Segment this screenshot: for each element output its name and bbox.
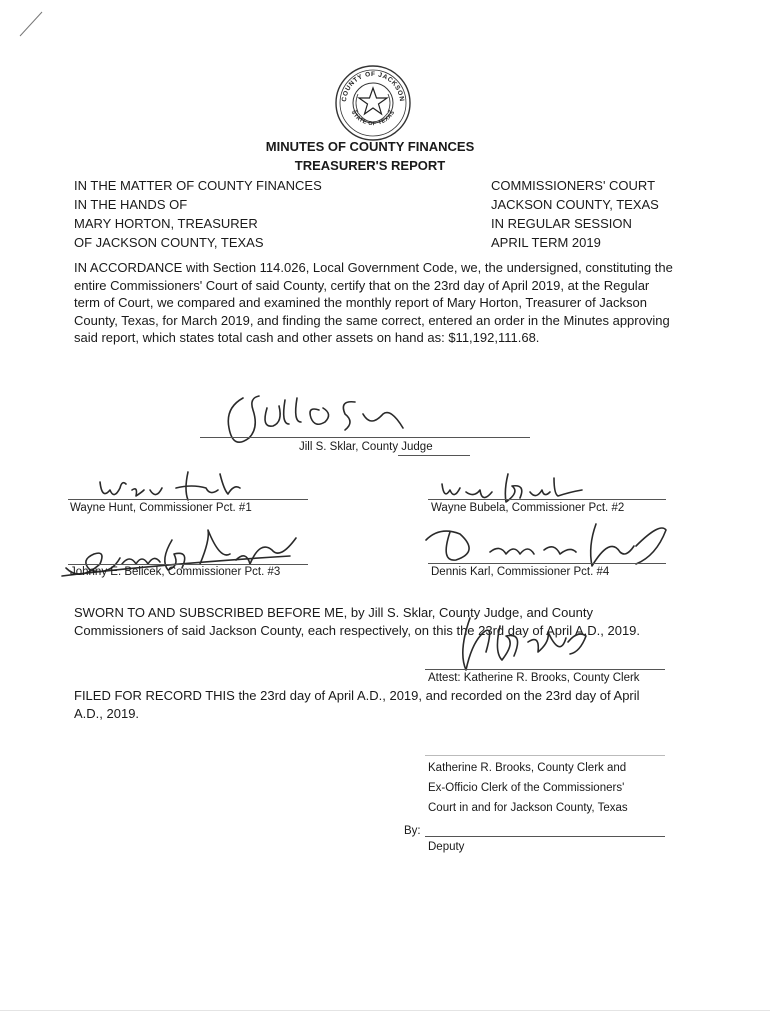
county-seal-icon xyxy=(334,64,412,142)
right-header-line: IN REGULAR SESSION xyxy=(491,216,632,231)
svg-text:STATE OF TEXAS xyxy=(350,110,397,128)
left-header xyxy=(74,176,322,252)
pct2-signature-line xyxy=(428,499,666,500)
pct1-signature-label: Wayne Hunt, Commissioner Pct. #1 xyxy=(70,502,252,514)
left-header-line: OF JACKSON COUNTY, TEXAS xyxy=(74,235,264,250)
pct1-signature-icon xyxy=(92,464,252,504)
clerk-block-line: Katherine R. Brooks, County Clerk and xyxy=(428,762,627,774)
by-label: By: xyxy=(404,825,421,837)
document-subtitle: TREASURER'S REPORT xyxy=(294,158,446,173)
sworn-paragraph: SWORN TO AND SUBSCRIBED BEFORE ME, by Jill S. Sklar, County Judge, and County Commissioners of said Jackson County, each respectively, on this the 23rd day of April A.D., 2019. xyxy=(74,605,641,638)
left-header-line: IN THE HANDS OF xyxy=(74,197,188,212)
pct1-signature-line xyxy=(68,499,308,500)
pct3-signature-line xyxy=(68,564,308,565)
pct3-signature-icon xyxy=(60,520,300,590)
attest-signature-line xyxy=(425,669,665,670)
pct4-signature-label: Dennis Karl, Commissioner Pct. #4 xyxy=(431,566,610,578)
judge-signature-line xyxy=(200,437,530,438)
seal-outer-text: COUNTY OF JACKSON xyxy=(340,70,406,103)
clerk-block-line: Ex-Officio Clerk of the Commissioners' xyxy=(428,782,625,794)
judge-label-underline xyxy=(398,455,470,456)
filed-paragraph: FILED FOR RECORD THIS the 23rd day of April A.D., 2019, and recorded on the 23rd day of April A.D., 2019. xyxy=(74,688,640,721)
deputy-signature-line xyxy=(425,836,665,837)
pct2-signature-label: Wayne Bubela, Commissioner Pct. #2 xyxy=(431,502,625,514)
right-header-line: APRIL TERM 2019 xyxy=(491,235,601,250)
certification-paragraph: IN ACCORDANCE with Section 114.026, Local Government Code, we, the undersigned, constituting the entire Commissioners' Court of said County, certify that on the 23rd day of April 2019, at the Regular term of Court, we compared and examined the monthly report of Mary Horton, Treasurer of Jackson County, Texas, for March 2019, and finding the same correct, entered an order in the Minutes approving said report, which states total cash and other assets on hand as: $11,192,111.68. xyxy=(74,260,673,345)
seal-inner-text: STATE OF TEXAS xyxy=(349,109,397,128)
right-header-line: COMMISSIONERS' COURT xyxy=(491,178,656,193)
attest-label: Attest: Katherine R. Brooks, County Clerk xyxy=(428,672,640,684)
stray-pen-mark xyxy=(18,10,44,38)
pct3-signature-label: Johnny E. Belicek, Commissioner Pct. #3 xyxy=(70,566,281,578)
pct4-signature-line xyxy=(428,563,666,564)
clerk-block xyxy=(428,758,628,818)
clerk-signature-icon xyxy=(450,612,590,674)
scan-edge xyxy=(0,1010,770,1011)
clerk-block-line: Court in and for Jackson County, Texas xyxy=(428,802,628,814)
right-header-line: JACKSON COUNTY, TEXAS xyxy=(491,197,659,212)
left-header-line: MARY HORTON, TREASURER xyxy=(74,216,258,231)
document-title: MINUTES OF COUNTY FINANCES xyxy=(265,139,475,154)
clerk-block-rule xyxy=(425,755,665,756)
right-header xyxy=(491,176,659,252)
deputy-label: Deputy xyxy=(428,841,465,853)
judge-signature-label: Jill S. Sklar, County Judge xyxy=(299,441,433,453)
left-header-line: IN THE MATTER OF COUNTY FINANCES xyxy=(74,178,322,193)
